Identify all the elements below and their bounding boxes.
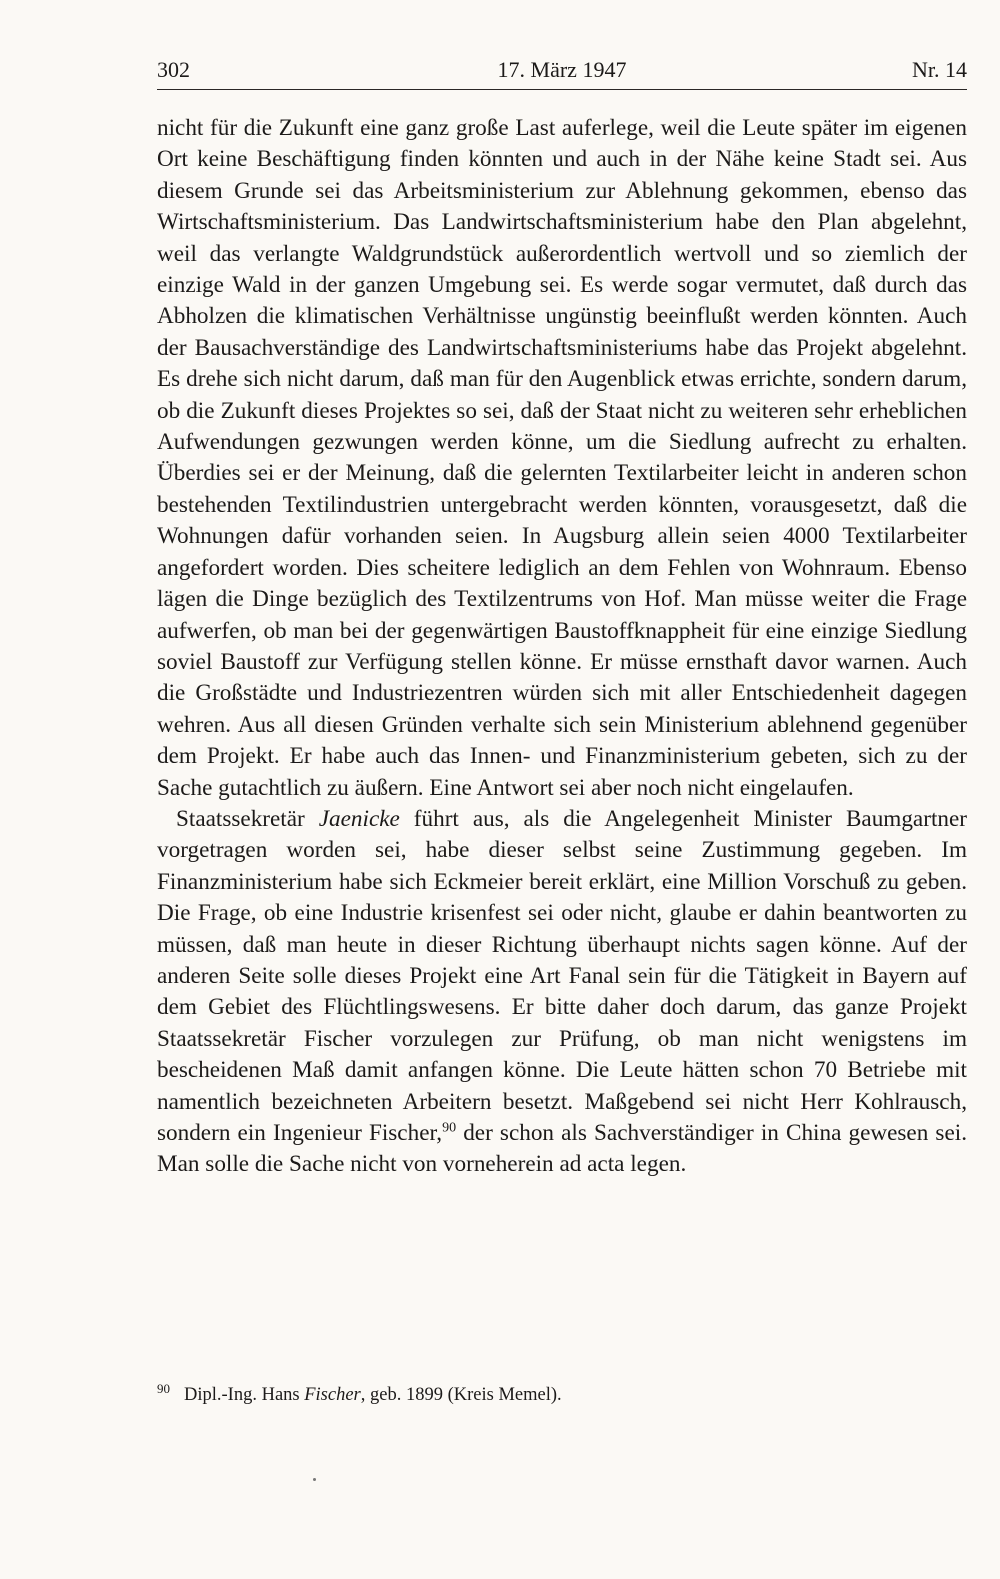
paragraph-2-text-a: führt aus, als die Angelegenheit Minister Baumgartner vorgetragen worden sei, habe dieser selbst seine Zustimmung gegeben. Im Finanzministerium habe sich Eckmeier bereit erklärt, eine Million Vorschuß zu geben. Die Frage, ob eine Industrie krisenfest sei oder nicht, glaube er dahin beantworten zu müssen, daß man heute in dieser Richtung überhaupt nichts sagen könne. Auf der anderen Seite solle dieses Projekt eine Art Fanal sein für die Tätigkeit in Bayern auf dem Gebiet des Flüchtlingswesens. Er bitte daher doch darum, das ganze Projekt Staatssekretär Fischer vorzulegen zur Prüfung, ob man nicht wenigstens im bescheidenen Maß damit anfangen könne. Die Leute hätten schon 70 Betriebe mit namentlich bezeichneten Arbeitern besetzt. Maßgebend sei nicht Herr Kohlrausch, sondern ein Ingenieur Fischer, [157, 805, 967, 1146]
footnote-text-b: , geb. 1899 (Kreis Memel). [360, 1385, 562, 1405]
footnote-90: 90 Dipl.-Ing. Hans Fischer, geb. 1899 (Kreis Memel). [157, 1380, 562, 1405]
document-number: Nr. 14 [912, 57, 967, 82]
speaker-name: Jaenicke [318, 805, 400, 832]
paragraph-2 [157, 804, 967, 1181]
paragraph-2-text-b: der schon als Sachverständiger in China gewesen sei. Man solle die Sache nicht von vorneherein ad acta legen. [157, 1120, 967, 1178]
running-head [157, 52, 967, 88]
header-date: 17. März 1947 [497, 57, 627, 82]
header-rule [157, 89, 967, 90]
body-text [157, 113, 967, 1181]
page-number: 302 [157, 57, 190, 82]
paragraph-1: nicht für die Zukunft eine ganz große Last auferlege, weil die Leute später im eigenen Ort keine Beschäftigung finden könnten und auch in der Nähe keine Stadt sei. Aus diesem Grunde sei das Arbeitsministerium zur Ablehnung gekommen, ebenso das Wirtschaftsministerium. Das Landwirtschaftsministerium habe den Plan abgelehnt, weil das verlangte Waldgrundstück außerordentlich wertvoll und so ziemlich der einzige Wald in der ganzen Umgebung sei. Es werde sogar vermutet, daß durch das Abholzen die klimatischen Verhältnisse ungünstig beeinflußt werden könnten. Auch der Bausachverständige des Landwirtschaftsministeriums habe das Projekt abgelehnt. Es drehe sich nicht darum, daß man für den Augenblick etwas errichte, sondern darum, ob die Zukunft dieses Projektes so sei, daß der Staat nicht zu weiteren sehr erheblichen Aufwendungen gezwungen werden könne, um die Siedlung aufrecht zu erhalten. Überdies sei er der Meinung, daß die gelernten Textilarbeiter leicht in anderen schon bestehenden Textilindustrien untergebracht werden könnten, vorausgesetzt, daß die Wohnungen dafür vorhanden seien. In Augsburg allein seien 4000 Textilarbeiter angefordert worden. Dies scheitere lediglich an dem Fehlen von Wohnraum. Ebenso lägen die Dinge bezüglich des Textilzentrums von Hof. Man müsse weiter die Frage aufwerfen, ob man bei der gegenwärtigen Baustoffknappheit für eine einzige Siedlung soviel Baustoff zur Verfügung stellen könne. Er müsse ernsthaft davor warnen. Auch die Großstädte und Industriezentren würden sich mit aller Entschiedenheit dagegen wehren. Aus all diesen Gründen verhalte sich sein Ministerium ablehnend gegenüber dem Projekt. Er habe auch das Innen- und Finanzministerium gebeten, sich zu der Sache gutachtlich zu äußern. Eine Antwort sei aber noch nicht eingelaufen. [157, 115, 967, 801]
paper-speck [313, 1478, 316, 1481]
footnote-text-a: Dipl.-Ing. Hans [184, 1385, 305, 1405]
footnote-name: Fischer [304, 1385, 361, 1405]
footnote-reference[interactable]: 90 [442, 1120, 457, 1136]
paragraph-2-lead: Staatssekretär [176, 805, 319, 832]
